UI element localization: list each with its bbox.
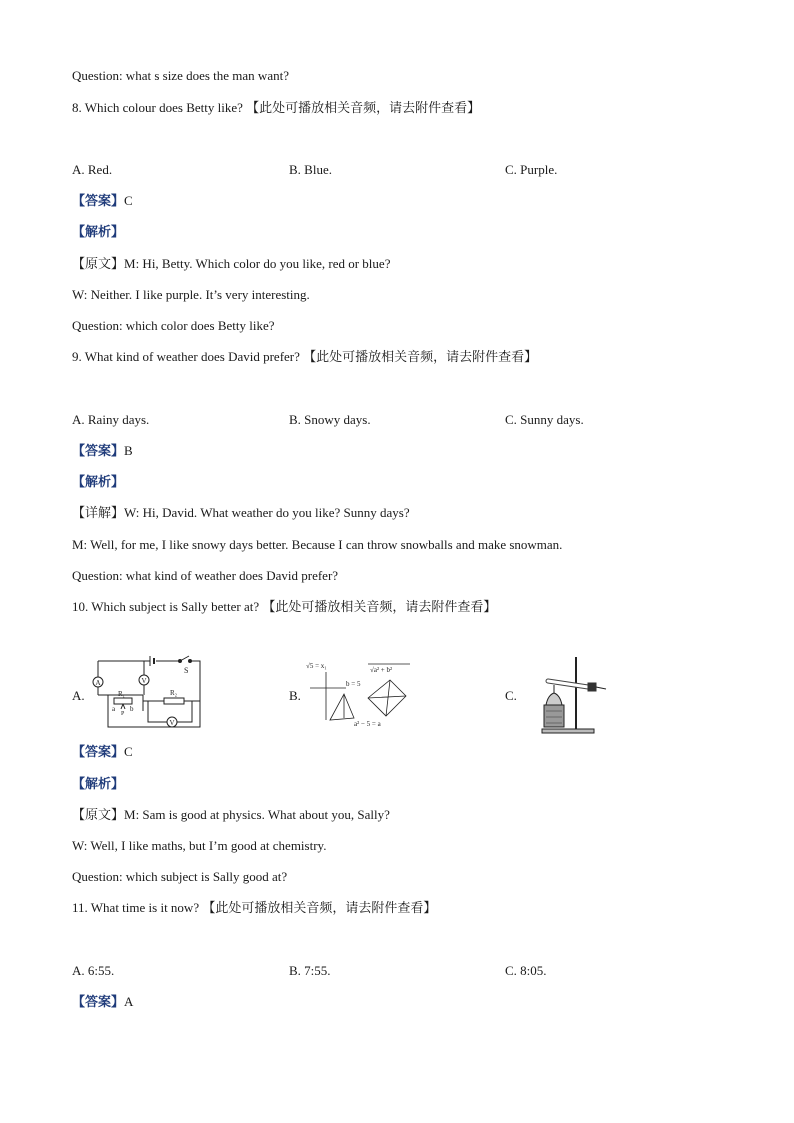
analysis-label: 【解析】 [72,475,125,490]
question-10 [72,599,496,616]
q8-transcript-1 [72,256,390,273]
original-label: 【原文】 [72,257,125,272]
answer-label: 【答案】 [72,194,125,209]
q8-option-b: B. Blue. [289,162,332,177]
q11-answer [72,994,133,1011]
q9-option-b: B. Snowy days. [289,412,371,427]
transcript-text: M: Sam is good at physics. What about you, Sally? [124,807,390,822]
q10-option-a: A. [72,688,85,703]
formula-1: √5 = x₁ [306,662,327,670]
point-a-label: a [112,705,116,713]
q9-option-a: A. Rainy days. [72,412,150,427]
detail-label: 【详解】 [72,506,125,521]
switch-label: S [184,666,189,675]
question-11-text: 11. What time is it now? [72,900,200,915]
q8-option-a: A. Red. [72,162,113,177]
q10-option-b: B. [289,688,301,703]
q9-answer [72,443,133,460]
question-9-text: 9. What kind of weather does David prefer? [72,349,300,364]
voltmeter-label: V [141,677,147,685]
answer-value: C [124,193,133,208]
r2-label: R₂ [170,689,178,697]
analysis-label: 【解析】 [72,777,125,792]
formula-2: √a² + b² [370,666,393,674]
voltmeter-2-label: V [169,719,175,727]
q10-transcript-2: W: Well, I like maths, but I’m good at chemistry. [72,838,327,853]
audio-note: 【此处可播放相关音频，请去附件查看】 [303,350,538,365]
q8-answer [72,193,133,210]
q10-transcript-1 [72,807,390,824]
analysis-label: 【解析】 [72,225,125,240]
answer-value: C [124,744,133,759]
math-sketch-figure [306,658,414,728]
q9-transcript-2: M: Well, for me, I like snowy days better. Because I can throw snowballs and make snowman. [72,537,563,552]
question-11 [72,900,436,917]
r1-label: R₁ [118,690,126,698]
audio-note: 【此处可播放相关音频，请去附件查看】 [246,101,481,116]
question-10-text: 10. Which subject is Sally better at? [72,599,260,614]
q8-analysis-label [72,224,124,241]
formula-3: b = 5 [346,680,361,688]
answer-label: 【答案】 [72,995,125,1010]
point-b-label: b [130,705,134,713]
question-8 [72,100,480,117]
formula-4: a² − 5 = a [354,720,381,728]
answer-label: 【答案】 [72,444,125,459]
ammeter-label: A [95,679,101,687]
q10-option-c: C. [505,688,517,703]
point-p-label: P [121,711,125,717]
transcript-text: W: Hi, David. What weather do you like? Sunny days? [124,505,410,520]
q10-transcript-3: Question: which subject is Sally good at? [72,869,288,884]
answer-value: B [124,443,133,458]
q9-option-c: C. Sunny days. [505,412,584,427]
question-9 [72,349,537,366]
original-label: 【原文】 [72,808,125,823]
answer-label: 【答案】 [72,745,125,760]
q8-transcript-3: Question: which color does Betty like? [72,318,275,333]
q8-option-c: C. Purple. [505,162,558,177]
q11-option-c: C. 8:05. [505,963,547,978]
question-size-line: Question: what s size does the man want? [72,68,289,83]
q11-option-a: A. 6:55. [72,963,115,978]
q9-analysis-label [72,474,124,491]
q9-transcript-3: Question: what kind of weather does David prefer? [72,568,339,583]
circuit-diagram-figure [88,655,208,735]
chemistry-apparatus-figure [532,655,610,735]
q9-transcript-1 [72,505,410,522]
q11-option-b: B. 7:55. [289,963,331,978]
q10-answer [72,744,133,761]
q8-transcript-2: W: Neither. I like purple. It’s very interesting. [72,287,310,302]
question-8-text: 8. Which colour does Betty like? [72,100,243,115]
answer-value: A [124,994,134,1009]
transcript-text: M: Hi, Betty. Which color do you like, red or blue? [124,256,391,271]
q10-analysis-label [72,776,124,793]
audio-note: 【此处可播放相关音频，请去附件查看】 [262,600,497,615]
audio-note: 【此处可播放相关音频，请去附件查看】 [202,901,437,916]
